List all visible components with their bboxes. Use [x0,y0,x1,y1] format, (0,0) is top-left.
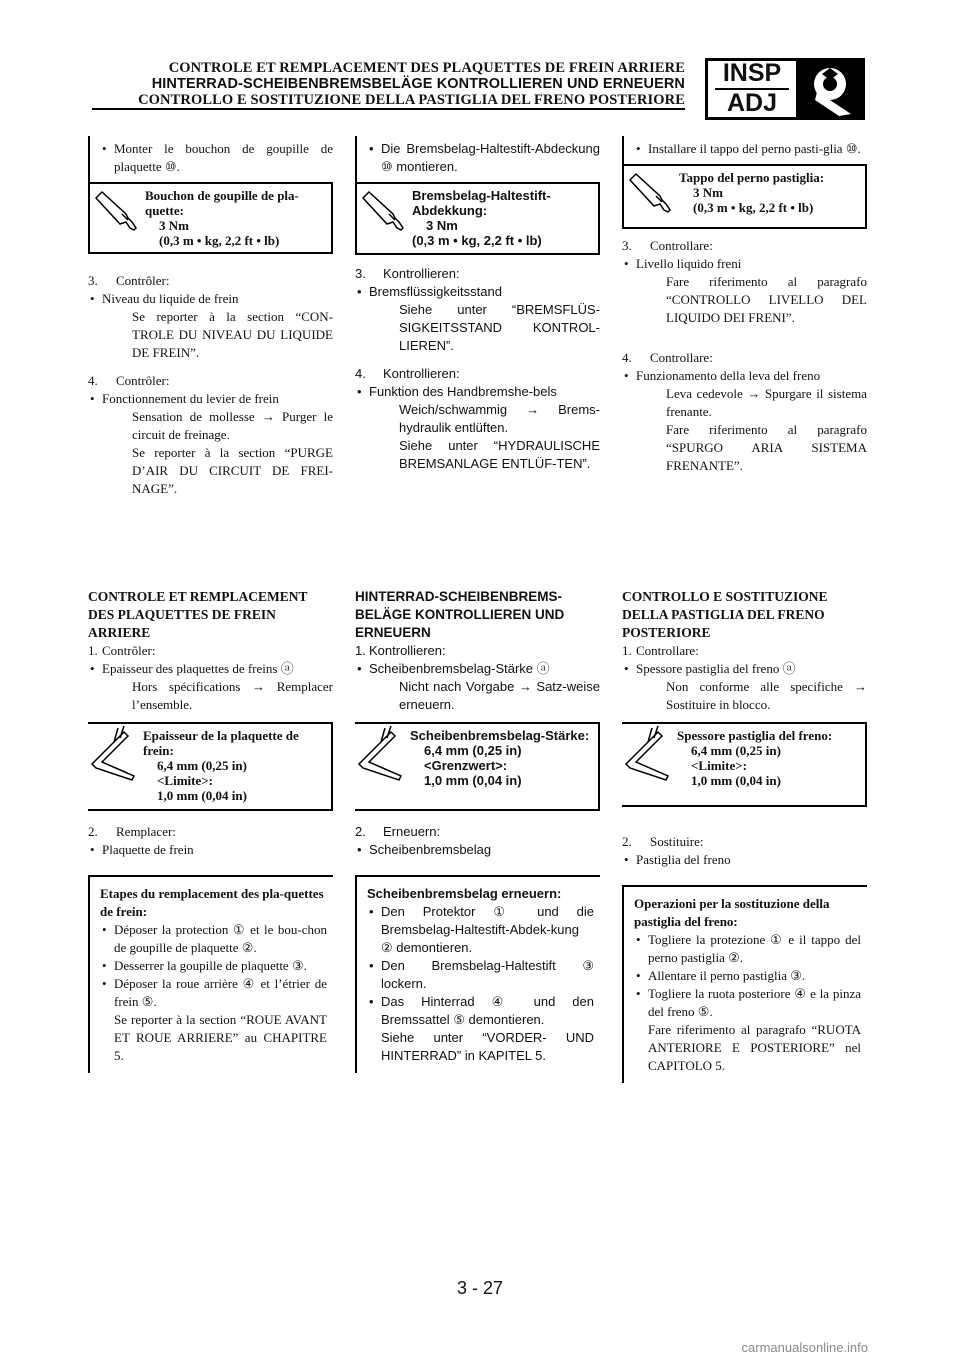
fr-spec2-v3: 1,0 mm (0,04 in) [157,788,247,803]
it-spec1-value-alt: (0,3 m • kg, 2,2 ft • lb) [693,200,814,215]
header-title-de: HINTERRAD-SCHEIBENBREMSBELÄGE KONTROLLIEREN UND ERNEUERN [151,76,685,92]
it-spec2-title: Spessore pastiglia del freno: [677,728,833,743]
de-step4-title: Kontrollieren: [383,366,460,381]
de-section-title: HINTERRAD-SCHEIBENBREMS-BELÄGE KONTROLLIEREN UND ERNEUERN [355,589,565,640]
it-spec1-value: 3 Nm [693,185,723,200]
page-header [138,60,685,108]
torque-wrench-icon [624,166,679,227]
de-procedure-step: • Den Protektor ① und die Bremsbelag-Haltestift-Abdek-kung ② demontieren. [367,903,594,957]
fr-section-title: CONTROLE ET REMPLACEMENT DES PLAQUETTES DE FREIN ARRIERE [88,589,308,640]
it-b1-item: • Spessore pastiglia del freno ⓐ [622,660,867,678]
caliper-icon [355,724,410,809]
de-spec2-v3: 1,0 mm (0,04 in) [424,773,522,788]
it-step3-number: 3. [622,238,632,253]
it-procedure-title: Operazioni per la sostituzione della pastiglia del freno: [634,896,830,929]
fr-procedure-step: • Déposer la protection ① et le bou-chon de goupille de plaquette ②. [100,921,327,957]
de-b1-title: Kontrollieren: [369,643,446,658]
badge-adj: ADJ [726,89,777,117]
it-step4-item: • Funzionamento della leva del freno [622,367,867,385]
fr-step3-item: • Niveau du liquide de frein [88,290,333,308]
fr-procedure-step: • Déposer la roue arrière ④ et l’étrier de frein ⑤. Se reporter à la section “ROUE AVANT ET ROUE ARRIERE” au CHAPITRE 5. [100,975,327,1065]
de-spec1-value: 3 Nm [426,218,458,233]
de-top-bullet-block [355,136,600,182]
fr-spec2-title: Epaisseur de la plaquette de frein: [143,728,299,758]
de-spec2-v1: 6,4 mm (0,25 in) [424,743,522,758]
de-b2-number: 2. [355,824,366,839]
de-step3-item: • Bremsflüssigkeitsstand [355,283,600,301]
it-spec2-v2: <Limite>: [691,758,747,773]
de-b1-item: • Scheibenbremsbelag-Stärke ⓐ [355,660,600,678]
de-b2-item: • Scheibenbremsbelag [355,841,600,859]
it-step3-item: • Livello liquido freni [622,255,867,273]
fr-step4-number: 4. [88,373,98,388]
de-spec2-title: Scheibenbremsbelag-Stärke: [410,728,590,743]
caliper-icon [622,724,677,805]
caliper-icon [88,724,143,809]
fr-spec-box-1 [88,182,333,254]
badge-insp: INSP [722,59,782,87]
de-step4-number: 4. [355,366,366,381]
it-section-title: CONTROLLO E SOSTITUZIONE DELLA PASTIGLIA DEL FRENO POSTERIORE [622,589,828,640]
it-b1-number: 1. [622,643,632,658]
fr-top-bullet-block [88,136,333,182]
de-bottom-column [355,588,600,1073]
it-spec-box-1 [622,164,867,229]
de-top-bullet: • Die Bremsbelag-Haltestift-Abdeckung ⑩ montieren. [367,140,600,176]
de-procedure-step: • Den Bremsbelag-Haltestift ③ lockern. [367,957,594,993]
fr-procedure-step: • Desserrer la goupille de plaquette ③. [100,957,327,975]
fr-top-column [88,136,333,498]
fr-step3-text: Se reporter à la section “CON-TROLE DU NIVEAU DU LIQUIDE DE FREIN”. [132,309,333,360]
de-b1-text: Nicht nach Vorgabe → Satz-weise erneuern. [399,679,600,712]
de-spec1-title: Bremsbelag-Haltestift-Abdekkung: [412,188,551,218]
header-rule [92,108,685,110]
fr-b2-number: 2. [88,824,98,839]
it-procedure-box [622,885,867,1083]
fr-step4-text2: Se reporter à la section “PURGE D’AIR DU CIRCUIT DE FREI-NAGE”. [132,445,333,496]
it-b1-title: Controllare: [636,643,699,658]
it-b1-text: Non conforme alle specifiche → Sostituire in blocco. [666,679,867,712]
page-number: 3 - 27 [456,1278,504,1298]
de-procedure-title: Scheibenbremsbelag erneuern: [367,886,562,901]
torque-wrench-icon [357,184,412,253]
it-step4-text2: Fare riferimento al paragrafo “SPURGO ARIA SISTEMA FRENANTE”. [666,422,867,473]
it-b2-item: • Pastiglia del freno [622,851,867,869]
it-bottom-column [622,588,867,1083]
de-spec-box-1 [355,182,600,255]
de-b2-title: Erneuern: [383,824,441,839]
de-procedure-step: • Das Hinterrad ④ und den Bremssattel ⑤ demontieren. Siehe unter “VORDER- UND HINTERRAD” in KAPITEL 5. [367,993,594,1065]
fr-step4-text1: Sensation de mollesse → Purger le circuit de freinage. [132,409,333,442]
header-title-fr: CONTROLE ET REMPLACEMENT DES PLAQUETTES DE FREIN ARRIERE [168,60,685,76]
it-spec2-v1: 6,4 mm (0,25 in) [691,743,781,758]
fr-step4-item: • Fonctionnement du levier de frein [88,390,333,408]
de-step3-title: Kontrollieren: [383,266,460,281]
fr-bottom-column [88,588,333,1073]
watermark[interactable]: carmanualsonline.info [741,1340,868,1355]
it-step4-title: Controllare: [650,350,713,365]
it-step3-text: Fare riferimento al paragrafo “CONTROLLO LIVELLO DEL LIQUIDO DEI FRENI”. [666,274,867,325]
fr-step3-number: 3. [88,273,98,288]
fr-spec1-title: Bouchon de goupille de pla-quette: [145,188,299,218]
de-b1-number: 1. [355,643,366,658]
fr-b1-title: Contrôler: [102,643,156,658]
fr-procedure-box [88,875,333,1073]
fr-spec2-v1: 6,4 mm (0,25 in) [157,758,247,773]
de-spec1-value-alt: (0,3 m • kg, 2,2 ft • lb) [412,233,542,248]
fr-spec1-value: 3 Nm [159,218,189,233]
it-top-bullet-block [622,136,867,164]
fr-top-bullet: • Monter le bouchon de goupille de plaquette ⑩. [100,140,333,176]
header-title-it: CONTROLLO E SOSTITUZIONE DELLA PASTIGLIA DEL FRENO POSTERIORE [138,92,685,108]
it-b2-title: Sostituire: [650,834,704,849]
de-step3-number: 3. [355,266,366,281]
it-spec2-v3: 1,0 mm (0,04 in) [691,773,781,788]
de-step4-text2: Siehe unter “HYDRAULISCHE BREMSANLAGE ENTLÜF-TEN”. [399,438,600,471]
fr-step3-title: Contrôler: [116,273,170,288]
fr-spec1-value-alt: (0,3 m • kg, 2,2 ft • lb) [159,233,280,248]
de-step4-text1: Weich/schwammig → Brems-hydraulik entlüften. [399,402,600,435]
it-top-bullet: • Installare il tappo del perno pasti-glia ⑩. [634,140,867,158]
it-spec-box-2 [622,722,867,807]
fr-b1-text: Hors spécifications → Remplacer l’ensemble. [132,679,333,712]
de-spec2-v2: <Grenzwert>: [424,758,508,773]
fr-b2-item: • Plaquette de frein [88,841,333,859]
fr-step4-title: Contrôler: [116,373,170,388]
fr-b1-item: • Epaisseur des plaquettes de freins ⓐ [88,660,333,678]
de-top-column [355,136,600,473]
it-b2-number: 2. [622,834,632,849]
fr-procedure-title: Etapes du remplacement des pla-quettes de frein: [100,886,324,919]
fr-b1-number: 1. [88,643,98,658]
it-procedure-step: • Togliere la protezione ① e il tappo del perno pastiglia ②. [634,931,861,967]
fr-spec2-v2: <Limite>: [157,773,213,788]
fr-b2-title: Remplacer: [116,824,176,839]
it-step3-title: Controllare: [650,238,713,253]
it-procedure-step: • Allentare il perno pastiglia ③. [634,967,861,985]
de-step3-text: Siehe unter “BREMSFLÜS-SIGKEITSSTAND KONTROL-LIEREN”. [399,302,600,353]
it-step4-number: 4. [622,350,632,365]
de-procedure-box [355,875,600,1073]
it-step4-text1: Leva cedevole → Spurgare il sistema frenante. [666,386,867,419]
it-procedure-step: • Togliere la ruota posteriore ④ e la pinza del freno ⑤. Fare riferimento al paragrafo “RUOTA ANTERIORE E POSTERIORE” nel CAPITOLO 5. [634,985,861,1075]
de-step4-item: • Funktion des Handbremshe-bels [355,383,600,401]
de-spec-box-2 [355,722,600,811]
fr-spec-box-2 [88,722,333,811]
it-top-column [622,136,867,475]
torque-wrench-icon [90,184,145,252]
it-spec1-title: Tappo del perno pastiglia: [679,170,825,185]
insp-adj-badge [705,58,865,120]
